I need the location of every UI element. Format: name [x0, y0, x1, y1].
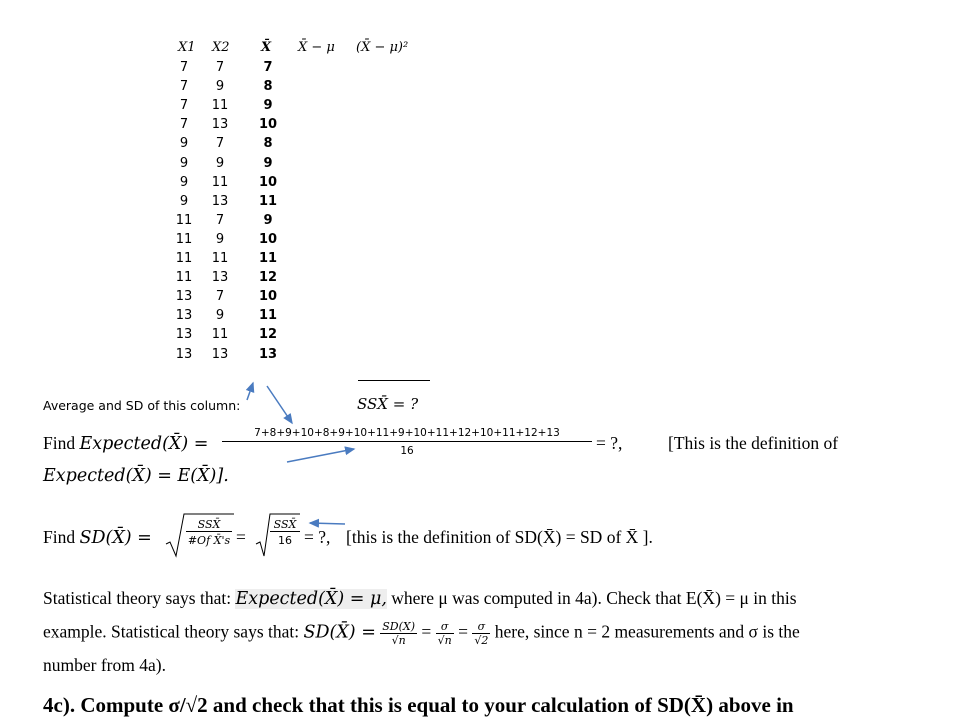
expected-lhs: Expected(X̄) =: [79, 434, 209, 454]
x2-cell: 9: [215, 308, 225, 324]
x1-cell: 13: [175, 308, 193, 324]
sd-tail: = ?,: [304, 527, 331, 547]
x2-cell: 13: [211, 270, 229, 286]
theory-check: where μ was computed in 4a). Check that E(X̄) = μ in this: [391, 588, 797, 608]
theory-frac-3: [472, 620, 490, 647]
theory-frac3-num: σ: [477, 620, 486, 633]
theory-line-2: example. Statistical theory says that: SD(X̄) = $\frac{SD(X)}{√n}$ = $\frac{\sigma}{√n}$ = $\frac{\sigma}{√2}$ here, since n = 2 measurements and σ is the: [43, 620, 800, 647]
find-label: Find: [43, 433, 76, 453]
avg-sd-label: Average and SD of this column:: [43, 398, 241, 413]
sd-find-label: Find: [43, 527, 76, 547]
header-xbar: X̄: [261, 40, 272, 55]
xbar-cell: 10: [258, 289, 278, 305]
x2-cell: 7: [215, 136, 225, 152]
x2-cell: 11: [211, 98, 229, 114]
x2-cell: 7: [215, 60, 225, 75]
sd-lhs: SD(X̄) =: [79, 528, 152, 548]
x1-cell: 11: [175, 270, 193, 286]
xbar-cell: 10: [258, 117, 278, 133]
x1-cell: 11: [175, 212, 193, 228]
theory-frac2-num: σ: [440, 620, 449, 633]
theory-frac-1: [380, 620, 417, 647]
sd-definition: [this is the definition of SD(X̄) = SD of X̄ ].: [346, 527, 653, 547]
theory-frac3-den: √2: [474, 634, 489, 647]
ssx-question: SSX̄ = ?: [357, 395, 419, 413]
xbar-cell: 13: [258, 346, 278, 362]
xbar-cell: 7: [263, 60, 273, 75]
x1-cell: 11: [175, 231, 193, 247]
sd-equals: =: [236, 527, 246, 547]
theory-intro: Statistical theory says that:: [43, 588, 232, 608]
header-x2: X2: [212, 40, 230, 55]
header-x1: X1: [178, 40, 196, 55]
x1-cell: 13: [175, 346, 193, 362]
theory-sd-lhs: SD(X̄) =: [303, 622, 376, 643]
xbar-cell: 9: [263, 212, 273, 228]
expected-line: [43, 433, 208, 454]
x2-cell: 11: [211, 327, 229, 343]
x2-cell: 13: [211, 117, 229, 133]
x1-cell: 7: [179, 60, 189, 75]
xbar-cell: 12: [258, 270, 278, 286]
sd-fraction-1: [186, 518, 232, 547]
x1-cell: 7: [179, 79, 189, 95]
xbar-cell: 10: [258, 231, 278, 247]
x1-cell: 11: [175, 251, 193, 266]
expected-definition: Expected(X̄) = E(X̄)].: [43, 466, 229, 486]
x2-cell: 7: [215, 212, 225, 228]
theory-line-3: number from 4a).: [43, 655, 166, 675]
xbar-cell: 8: [263, 79, 273, 95]
x2-cell: 9: [215, 79, 225, 95]
arrow-up: [247, 383, 253, 400]
xbar-cell: 11: [258, 308, 278, 324]
xbar-cell: 11: [258, 193, 278, 209]
header-deviation-squared: (X̄ − μ)²: [356, 40, 409, 55]
x2-cell: 11: [211, 174, 229, 190]
expected-fraction: [222, 427, 592, 457]
x2-cell: 7: [215, 289, 225, 305]
x2-cell: 9: [215, 231, 225, 247]
x1-cell: 13: [175, 289, 193, 305]
theory-since: here, since n = 2 measurements and σ is the: [494, 621, 800, 642]
sd-line: [43, 527, 152, 548]
sd-frac2-num: SSX̄: [273, 518, 297, 531]
xbar-cell: 11: [258, 251, 278, 266]
theory-frac1-den: √n: [380, 633, 417, 647]
theory-frac1-num: SD(X): [382, 620, 416, 633]
expected-denominator: 16: [222, 441, 592, 457]
x2-cell: 9: [215, 155, 225, 171]
expected-bracket: [This is the definition of: [668, 433, 839, 453]
x1-cell: 9: [179, 136, 189, 152]
x1-cell: 7: [179, 117, 189, 133]
theory-frac-2: [436, 620, 454, 647]
sd-fraction-2: [270, 518, 300, 547]
expected-equals-mu: Expected(X̄) = μ,: [235, 589, 387, 609]
section-heading-4c: 4c). Compute σ/√2 and check that this is equal to your calculation of SD(X̄) above in: [43, 693, 794, 717]
expected-numerator: 7+8+9+10+8+9+10+11+9+10+11+12+10+11+12+13: [254, 427, 560, 439]
xbar-cell: 8: [263, 136, 273, 152]
x2-cell: 13: [211, 346, 229, 362]
x1-cell: 9: [179, 193, 189, 209]
sd-frac1-num: SSX̄: [197, 518, 221, 531]
xbar-cell: 10: [258, 174, 278, 190]
x1-cell: 13: [175, 327, 193, 343]
x1-cell: 7: [179, 98, 189, 114]
theory-line-1: [43, 588, 797, 609]
x1-cell: 9: [179, 155, 189, 171]
theory-example: example. Statistical theory says that:: [43, 621, 300, 642]
xbar-cell: 9: [263, 155, 273, 171]
sd-frac1-den: #Of X̄'s: [186, 531, 232, 547]
x2-cell: 11: [211, 251, 229, 266]
x2-cell: 13: [211, 193, 229, 209]
xbar-cell: 12: [258, 327, 278, 343]
xbar-cell: 9: [263, 98, 273, 114]
expected-tail: = ?,: [596, 433, 623, 453]
arrow-to-numerator: [267, 386, 292, 423]
x1-cell: 9: [179, 174, 189, 190]
sd-frac2-den: 16: [270, 531, 300, 547]
theory-frac2-den: √n: [437, 634, 452, 647]
header-deviation: X̄ − μ: [298, 40, 335, 55]
